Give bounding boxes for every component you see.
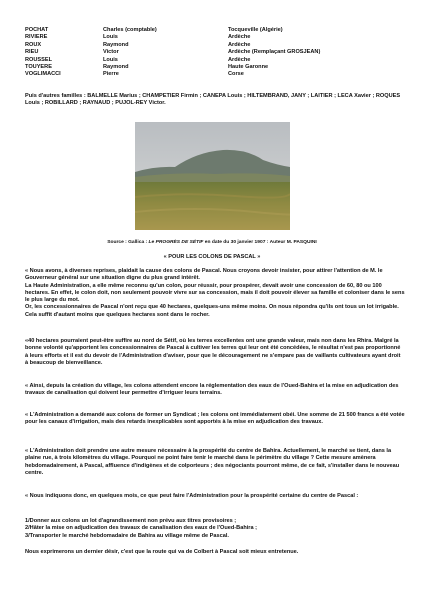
list-item: 1/Donner aux colons un lot d'agrandissement non prévu aux titres provisoires ; (25, 518, 237, 524)
article-paragraph (25, 549, 405, 556)
roster-row (25, 49, 395, 56)
list-item: 2/Hâter la mise on adjudication des travaux de canalisation des eaux de l'Oued-Bahira ; (25, 525, 257, 532)
article-text: Or, les concessionnaires de Pascal n'ont reçu que 40 hectares, quelques-uns même moins. On nous répondra qu'ils ont tous un lot irrigable. Cela suffit d'autant moins que quelques hectares sont dans le rocher. (25, 304, 399, 318)
list-item: 3/Transporter le marché hebdomadaire de Bahira au village même de Pascal. (25, 532, 229, 539)
roster-firstname: Victor (103, 49, 119, 56)
article-paragraph (25, 448, 405, 477)
roster-origin: Ardèche (228, 56, 251, 63)
article-text: « Nous avons, à diverses reprises, plaidait la cause des colons de Pascal. Nous croyons devoir insister, pour attirer l'attention de M. le Gouverneur général sur une situation digne du plus grand intérêt. (25, 268, 383, 282)
roster-surname: TOUYERE (25, 63, 52, 70)
roster-firstname: Raymond (103, 63, 129, 70)
source-newspaper: Le PROGRÈS DE SÉTIF (148, 240, 204, 245)
roster-surname: RIEU (25, 49, 39, 56)
article-text: « Ainsi, depuis la création du village, les colons attendent encore la réglementation des eaux de l'Oued-Bahira et la mise en adjudication des travaux de canalisation qui doivent leur permettre d'irriguer leurs terrains. (25, 383, 399, 397)
roster-firstname: Raymond (103, 41, 129, 48)
roster-row (25, 64, 395, 71)
recommendations-list (25, 518, 405, 540)
roster-surname: VOGLIMACCI (25, 71, 61, 78)
article-text: Nous exprimerons un dernier désir, c'est que la route qui va de Colbert à Pascal soit mieux entretenue. (25, 549, 299, 555)
article-text: «40 hectares pourraient peut-être suffire au nord de Sétif, où les terres excellentes ont une grande valeur, mais non dans les Rhira. Malgré la bonne volonté qu'apportent les concessionnaires de Pascal à cultiver les terres qui leur ont été concédées, le résultat n'est pas proportionné à leurs efforts et il est du devoir de l'Administration d'aviser, pour que le découragement ne s'empare pas de vaillants cultivateurs ayant droit à beaucoup de bienveillance. (25, 338, 401, 366)
roster-surname: RIVIERE (25, 34, 48, 41)
roster-row (25, 42, 395, 49)
article-text: « L'Administration doit prendre une autre mesure nécessaire à la prospérité du centre de Bahira. Actuellement, le marché se tient, dans la plaine rue, à trois kilomètres du village. Pourquoi ne point faire tenir le marché dans le périmètre du village ? Cette mesure amènera hebdomadairement, à Pascal, affluence d'indigènes et de colporteurs ; des négociants pourront même, de ce fait, s'installer dans le nouveau centre. (25, 448, 400, 476)
other-families-text: Puis d'autres familles : BALMELLE Marius ; CHAMPETIER Firmin ; CANEPA Louis ; HILTEMBRAND, JANY ; LAITIER ; LECA Xavier ; ROQUES Louis ; ROBILLARD ; RAYNAUD ; PUJOL-REY Victor. (25, 93, 401, 107)
article-paragraph (25, 338, 405, 367)
roster-firstname: Charles (comptable) (103, 27, 157, 33)
roster-firstname: Louis (103, 56, 118, 63)
roster-firstname: Pierre (103, 71, 119, 78)
roster-origin: Ardèche (228, 34, 251, 41)
roster-row (25, 57, 395, 64)
article-title: « POUR LES COLONS DE PASCAL » (163, 254, 261, 260)
article-paragraph (25, 268, 405, 319)
roster-origin: Corse (228, 71, 244, 78)
roster-firstname: Louis (103, 34, 118, 41)
roster-surname: ROUSSEL (25, 56, 53, 63)
roster-origin: Tocqueville (Algérie) (228, 27, 283, 33)
roster-row (25, 34, 395, 41)
roster-surname: ROUX (25, 41, 42, 48)
colonist-roster (25, 27, 395, 79)
roster-origin: Haute Garonne (228, 63, 269, 70)
other-families-paragraph (25, 93, 405, 108)
roster-origin: Ardèche (228, 41, 251, 48)
article-text: « Nous indiquons donc, en quelques mois, ce que peut faire l'Administration pour la prospérité certaine du centre de Pascal : (25, 493, 359, 499)
landscape-photo (135, 122, 290, 230)
article-text: La Haute Administration, a elle même reconnu qu'un colon, pour réussir, pour prospérer, devait avoir une concession de 60, 80 ou 100 hectares. En effet, le colon doit, non seulement pouvoir vivre sur sa concession, mais il doit pouvoir élever sa famille et coloniser dans le sens le plus large du mot. (25, 282, 405, 304)
roster-surname: POCHAT (25, 27, 49, 33)
source-prefix: Source : Gallica : (107, 240, 149, 245)
article-paragraph (25, 383, 405, 398)
article-paragraph (25, 412, 405, 427)
roster-row (25, 71, 395, 78)
roster-origin: Ardèche (Remplaçant GROSJEAN) (228, 49, 321, 56)
roster-row (25, 27, 395, 34)
article-text: « L'Administration a demandé aux colons de former un Syndicat ; les colons ont immédiatement obéi. Une somme de 21 500 francs a été votée pour les canaux d'irrigation, mais des retards inexplicables sont apportés à la mise en adjudication des travaux. (25, 412, 405, 426)
source-caption (0, 239, 424, 246)
source-suffix: en date du 30 janvier 1907 : Auteur M. PASQUINI (203, 240, 317, 245)
article-paragraph (25, 493, 405, 500)
